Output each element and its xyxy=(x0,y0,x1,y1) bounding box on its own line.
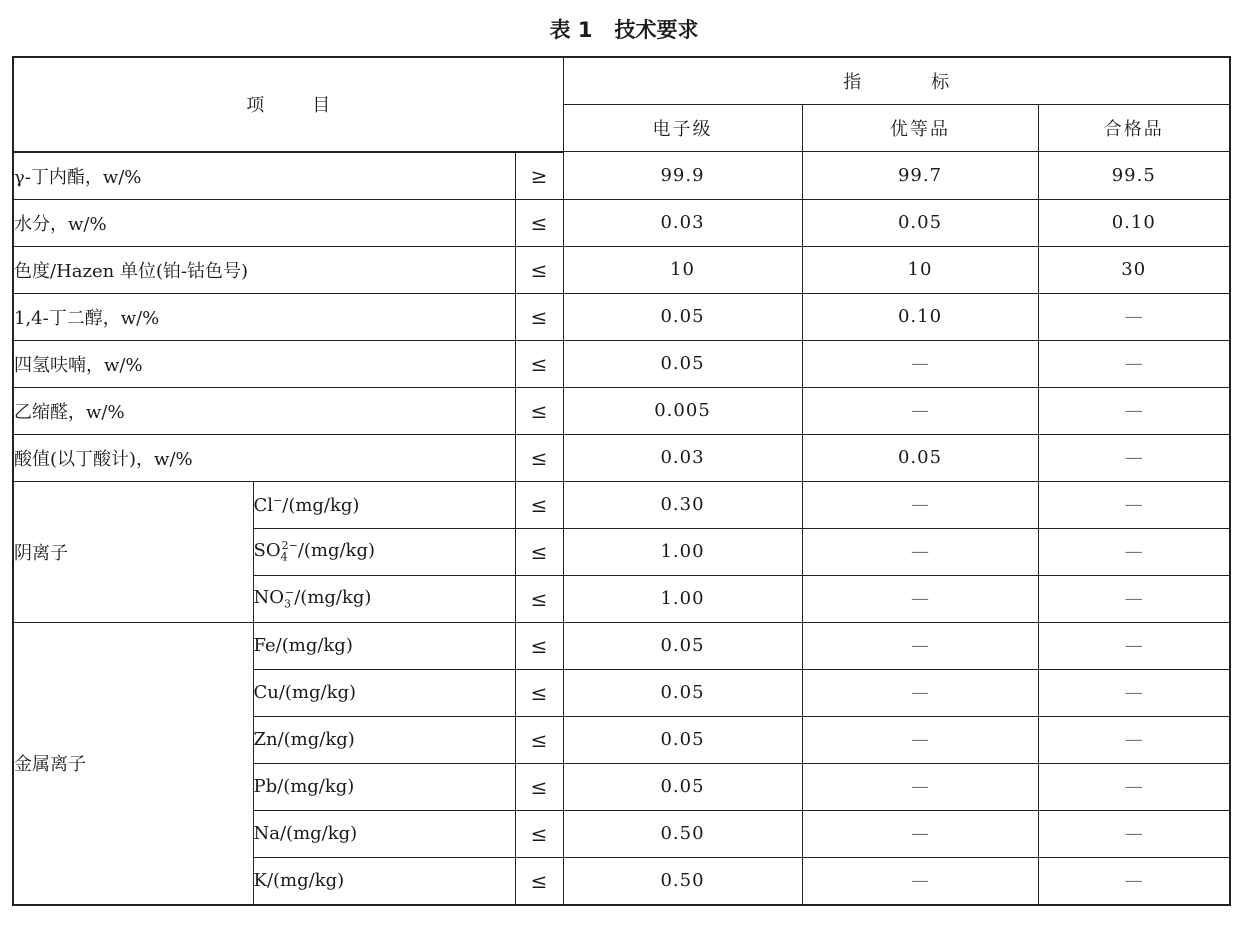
value-cell: 10 xyxy=(563,246,802,293)
value-cell: — xyxy=(1038,810,1230,857)
value-cell: — xyxy=(1038,434,1230,481)
ion-symbol: NO xyxy=(253,587,285,609)
value-cell: 10 xyxy=(802,246,1038,293)
value-cell: — xyxy=(1038,575,1230,622)
ion-subscript: 4 xyxy=(280,550,288,564)
metal-label: Pb/(mg/kg) xyxy=(253,763,515,810)
table-row xyxy=(13,246,1230,293)
item-label: 四氢呋喃，w/% xyxy=(13,340,515,387)
value-cell: 0.30 xyxy=(563,481,802,528)
item-label: γ-丁内酯，w/% xyxy=(13,152,515,200)
value-cell: — xyxy=(1038,669,1230,716)
metal-label: Cu/(mg/kg) xyxy=(253,669,515,716)
table-row xyxy=(13,481,1230,528)
group-label-metals: 金属离子 xyxy=(13,622,253,905)
value-cell: — xyxy=(802,622,1038,669)
table-row xyxy=(13,622,1230,669)
comparison-operator: ≤ xyxy=(515,622,563,669)
value-cell: 0.05 xyxy=(563,293,802,340)
comparison-operator: ≥ xyxy=(515,152,563,200)
item-label: 酸值(以丁酸计)，w/% xyxy=(13,434,515,481)
item-label: 乙缩醛，w/% xyxy=(13,387,515,434)
ion-unit: /(mg/kg) xyxy=(282,494,360,516)
value-cell: 0.10 xyxy=(802,293,1038,340)
value-cell: — xyxy=(802,669,1038,716)
value-cell: — xyxy=(802,857,1038,905)
comparison-operator: ≤ xyxy=(515,481,563,528)
metal-label: Na/(mg/kg) xyxy=(253,810,515,857)
ion-unit: /(mg/kg) xyxy=(294,587,372,609)
value-cell: — xyxy=(1038,528,1230,575)
ion-charge: − xyxy=(285,586,295,600)
item-label: 水分，w/% xyxy=(13,199,515,246)
value-cell: — xyxy=(1038,481,1230,528)
technical-requirements-table xyxy=(12,56,1231,906)
ion-symbol: SO xyxy=(253,540,281,562)
comparison-operator: ≤ xyxy=(515,434,563,481)
grade-header-qualified: 合格品 xyxy=(1038,105,1230,152)
value-cell: — xyxy=(1038,622,1230,669)
ion-label xyxy=(253,481,515,528)
value-cell: — xyxy=(802,387,1038,434)
comparison-operator: ≤ xyxy=(515,199,563,246)
value-cell: 99.9 xyxy=(563,152,802,200)
ion-charge: − xyxy=(273,493,283,507)
value-cell: 0.05 xyxy=(563,763,802,810)
ion-symbol: Cl xyxy=(253,494,274,516)
value-cell: — xyxy=(802,481,1038,528)
header-row-1 xyxy=(13,57,1230,105)
value-cell: 0.05 xyxy=(802,434,1038,481)
value-cell: 0.03 xyxy=(563,199,802,246)
index-header: 指标 xyxy=(563,57,1230,105)
value-cell: 0.005 xyxy=(563,387,802,434)
comparison-operator: ≤ xyxy=(515,528,563,575)
table-row xyxy=(13,340,1230,387)
table-row xyxy=(13,199,1230,246)
comparison-operator: ≤ xyxy=(515,669,563,716)
value-cell: — xyxy=(1038,293,1230,340)
value-cell: 0.03 xyxy=(563,434,802,481)
comparison-operator: ≤ xyxy=(515,340,563,387)
metal-label: Fe/(mg/kg) xyxy=(253,622,515,669)
value-cell: — xyxy=(1038,387,1230,434)
value-cell: 0.05 xyxy=(563,622,802,669)
table-caption xyxy=(0,12,1248,48)
value-cell: — xyxy=(1038,763,1230,810)
comparison-operator: ≤ xyxy=(515,857,563,905)
value-cell: 0.05 xyxy=(563,669,802,716)
value-cell: 0.05 xyxy=(563,340,802,387)
table-title: 技术要求 xyxy=(614,18,699,42)
table-row xyxy=(13,152,1230,200)
value-cell: 0.50 xyxy=(563,857,802,905)
value-cell: — xyxy=(1038,857,1230,905)
value-cell: 0.50 xyxy=(563,810,802,857)
metal-label: Zn/(mg/kg) xyxy=(253,716,515,763)
metal-label: K/(mg/kg) xyxy=(253,857,515,905)
value-cell: 0.10 xyxy=(1038,199,1230,246)
ion-charge: 2− xyxy=(281,539,298,553)
value-cell: — xyxy=(1038,340,1230,387)
item-label: 1,4-丁二醇，w/% xyxy=(13,293,515,340)
table-row xyxy=(13,293,1230,340)
ion-label xyxy=(253,528,515,575)
grade-header-electronic: 电子级 xyxy=(563,105,802,152)
table-row xyxy=(13,434,1230,481)
value-cell: 0.05 xyxy=(563,716,802,763)
comparison-operator: ≤ xyxy=(515,810,563,857)
table-number: 表 1 xyxy=(549,18,593,42)
value-cell: — xyxy=(802,528,1038,575)
value-cell: — xyxy=(802,716,1038,763)
comparison-operator: ≤ xyxy=(515,716,563,763)
comparison-operator: ≤ xyxy=(515,387,563,434)
value-cell: — xyxy=(802,763,1038,810)
value-cell: — xyxy=(802,810,1038,857)
value-cell: 99.5 xyxy=(1038,152,1230,200)
comparison-operator: ≤ xyxy=(515,575,563,622)
comparison-operator: ≤ xyxy=(515,246,563,293)
comparison-operator: ≤ xyxy=(515,293,563,340)
value-cell: 1.00 xyxy=(563,528,802,575)
ion-label xyxy=(253,575,515,622)
value-cell: — xyxy=(802,575,1038,622)
grade-header-superior: 优等品 xyxy=(802,105,1038,152)
comparison-operator: ≤ xyxy=(515,763,563,810)
value-cell: 30 xyxy=(1038,246,1230,293)
ion-unit: /(mg/kg) xyxy=(297,540,376,562)
ion-subscript: 3 xyxy=(284,597,292,611)
value-cell: 1.00 xyxy=(563,575,802,622)
group-label-anions: 阴离子 xyxy=(13,481,253,622)
value-cell: — xyxy=(802,340,1038,387)
item-label: 色度/Hazen 单位(铂-钴色号) xyxy=(13,246,515,293)
value-cell: 99.7 xyxy=(802,152,1038,200)
item-header: 项目 xyxy=(13,57,563,152)
table-row xyxy=(13,387,1230,434)
value-cell: — xyxy=(1038,716,1230,763)
value-cell: 0.05 xyxy=(802,199,1038,246)
